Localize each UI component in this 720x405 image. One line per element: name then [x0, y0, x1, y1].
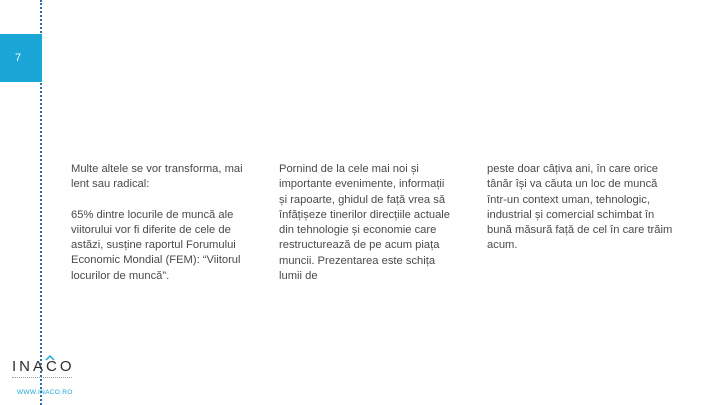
logo-text: INACO: [12, 358, 75, 375]
website-link[interactable]: WWW.INACO.RO: [17, 389, 73, 396]
text-column-3: [487, 162, 677, 269]
text-column-1: [71, 162, 251, 299]
logo-tagline-decoration: [12, 377, 72, 381]
paragraph: Pornind de la cele mai noi și importante evenimente, informații și rapoarte, ghidul de față vrea să înfățișeze tinerilor direcțiile actuale din tehnologie și economie care restructurează de pe acum piața muncii. Prezentarea este schița lumii de: [279, 163, 451, 283]
page-number-badge: [0, 34, 42, 82]
paragraph: Multe altele se vor transforma, mai lent sau radical:: [71, 163, 243, 191]
paragraph: peste doar câțiva ani, în care orice tânăr își va căuta un loc de muncă într-un context uman, tehnologic, industrial și comercial schimbat în bună măsură față de cel în care trăim acum.: [487, 163, 673, 252]
text-column-2: [279, 162, 454, 299]
inaco-logo: [12, 358, 74, 384]
paragraph: 65% dintre locurile de muncă ale viitorului vor fi diferite de cele de astăzi, susține raportul Forumului Economic Mondial (FEM): “Viitorul locurilor de muncă”.: [71, 208, 241, 282]
page-number: 7: [15, 52, 22, 64]
